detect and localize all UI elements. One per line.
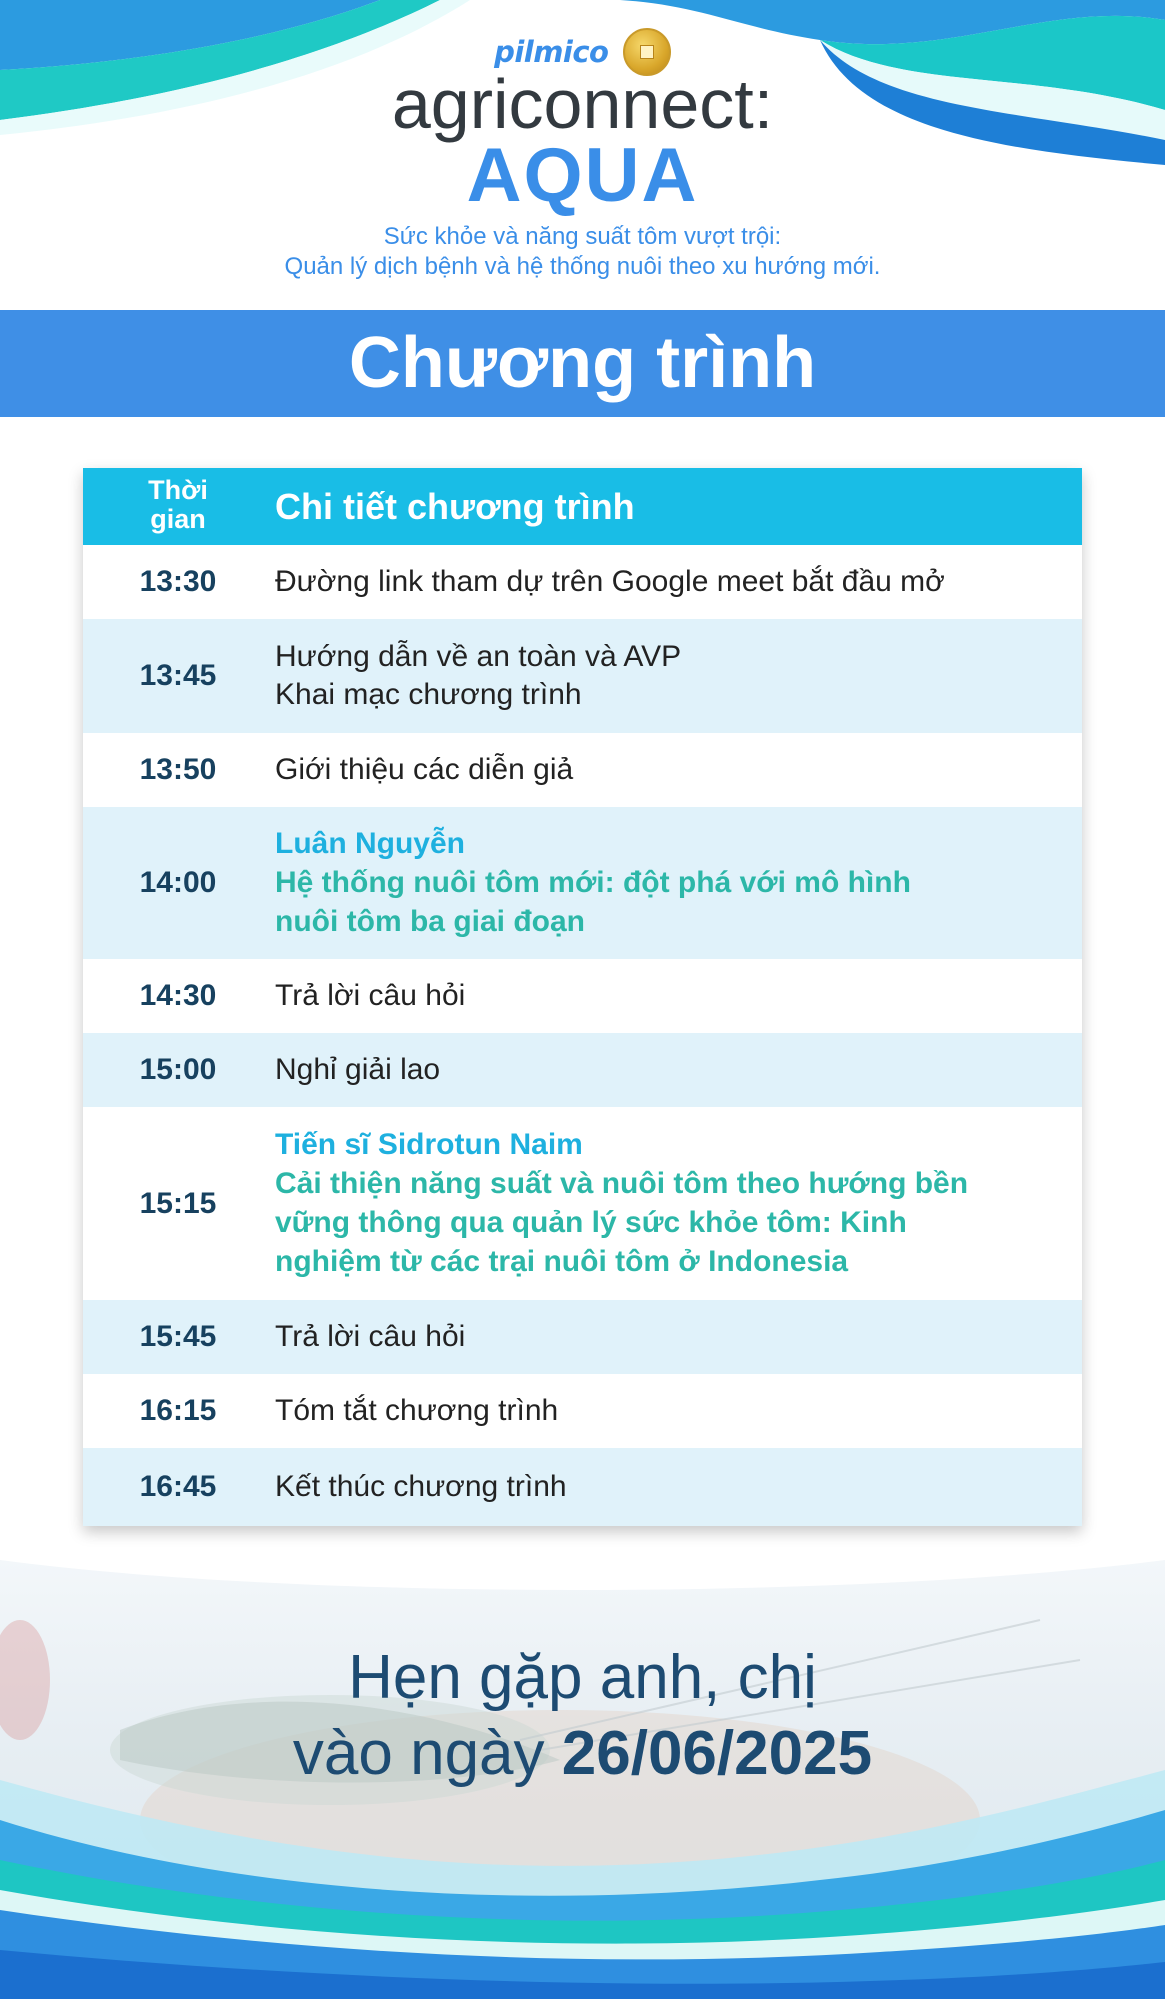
row-line: Trả lời câu hỏi — [275, 979, 466, 1012]
row-time: 16:45 — [139, 1470, 217, 1503]
row-detail — [275, 545, 1065, 619]
header-time-line-1: Thời — [148, 475, 208, 505]
row-line: Tóm tắt chương trình — [275, 1394, 559, 1427]
row-time: 14:00 — [139, 866, 217, 899]
table-row — [83, 1300, 1082, 1374]
row-time: 15:15 — [139, 1186, 217, 1220]
subtitle-line-2: Quản lý dịch bệnh và hệ thống nuôi theo xu hướng mới. — [284, 253, 881, 280]
table-row — [83, 733, 1082, 807]
table-header — [83, 468, 1082, 545]
row-detail — [275, 807, 1065, 959]
footer-line-2 — [0, 1716, 1165, 1792]
row-time: 15:00 — [139, 1053, 217, 1086]
subtitle-line-1: Sức khỏe và năng suất tôm vượt trội: — [383, 223, 782, 250]
event-date: 26/06/2025 — [561, 1719, 873, 1788]
row-time: 15:45 — [139, 1320, 217, 1353]
row-line: Hướng dẫn về an toàn và AVP — [275, 640, 682, 673]
row-line: Nghỉ giải lao — [275, 1053, 441, 1086]
row-line: Khai mạc chương trình — [275, 678, 582, 711]
talk-title-line: nuôi tôm ba giai đoạn — [275, 905, 585, 938]
footer-line-1: Hẹn gặp anh, chị — [348, 1643, 817, 1712]
program-title: Chương trình — [348, 323, 817, 403]
table-row — [83, 619, 1082, 733]
table-row — [83, 959, 1082, 1033]
table-row — [83, 1033, 1082, 1107]
footer-date-prefix: vào ngày — [292, 1719, 562, 1788]
row-detail — [275, 959, 1065, 1033]
row-time: 14:30 — [139, 979, 217, 1012]
row-time: 13:50 — [139, 753, 217, 786]
row-line: Đường link tham dự trên Google meet bắt đầu mở — [275, 565, 945, 598]
table-row — [83, 545, 1082, 619]
event-header — [0, 0, 1165, 300]
schedule-table — [83, 468, 1082, 1526]
table-row — [83, 1374, 1082, 1448]
row-line: Trả lời câu hỏi — [275, 1320, 466, 1353]
row-detail — [275, 733, 1065, 807]
speaker-name: Tiến sĩ Sidrotun Naim — [275, 1128, 583, 1161]
row-time: 16:15 — [139, 1394, 217, 1427]
header-time-line-2: gian — [150, 504, 206, 534]
table-row — [83, 1107, 1082, 1300]
event-subtitle — [0, 222, 1165, 282]
header-time — [83, 476, 273, 534]
row-detail — [275, 1033, 1065, 1107]
talk-title-line: Hệ thống nuôi tôm mới: đột phá với mô hình — [275, 866, 911, 899]
speaker-name: Luân Nguyễn — [275, 827, 466, 860]
row-detail — [275, 1448, 1065, 1526]
pilmico-logo: pilmico — [494, 35, 609, 69]
row-detail — [275, 1374, 1065, 1448]
program-banner — [0, 310, 1165, 417]
table-row — [83, 1448, 1082, 1526]
event-name: agriconnect: — [391, 65, 774, 143]
row-line: Kết thúc chương trình — [275, 1470, 567, 1503]
header-detail: Chi tiết chương trình — [275, 486, 635, 527]
event-subname: AQUA — [466, 133, 699, 218]
talk-title-line: vững thông qua quản lý sức khỏe tôm: Kinh — [275, 1206, 907, 1239]
row-detail — [275, 1107, 1065, 1300]
row-detail — [275, 619, 1065, 733]
talk-title-line: nghiệm từ các trại nuôi tôm ở Indonesia — [275, 1245, 849, 1278]
table-row — [83, 807, 1082, 959]
talk-title-line: Cải thiện năng suất và nuôi tôm theo hướng bền — [275, 1167, 969, 1200]
row-detail — [275, 1300, 1065, 1374]
row-time: 13:30 — [139, 565, 217, 598]
row-time: 13:45 — [139, 659, 217, 692]
row-line: Giới thiệu các diễn giả — [275, 753, 574, 786]
footer-invitation — [0, 1640, 1165, 1792]
